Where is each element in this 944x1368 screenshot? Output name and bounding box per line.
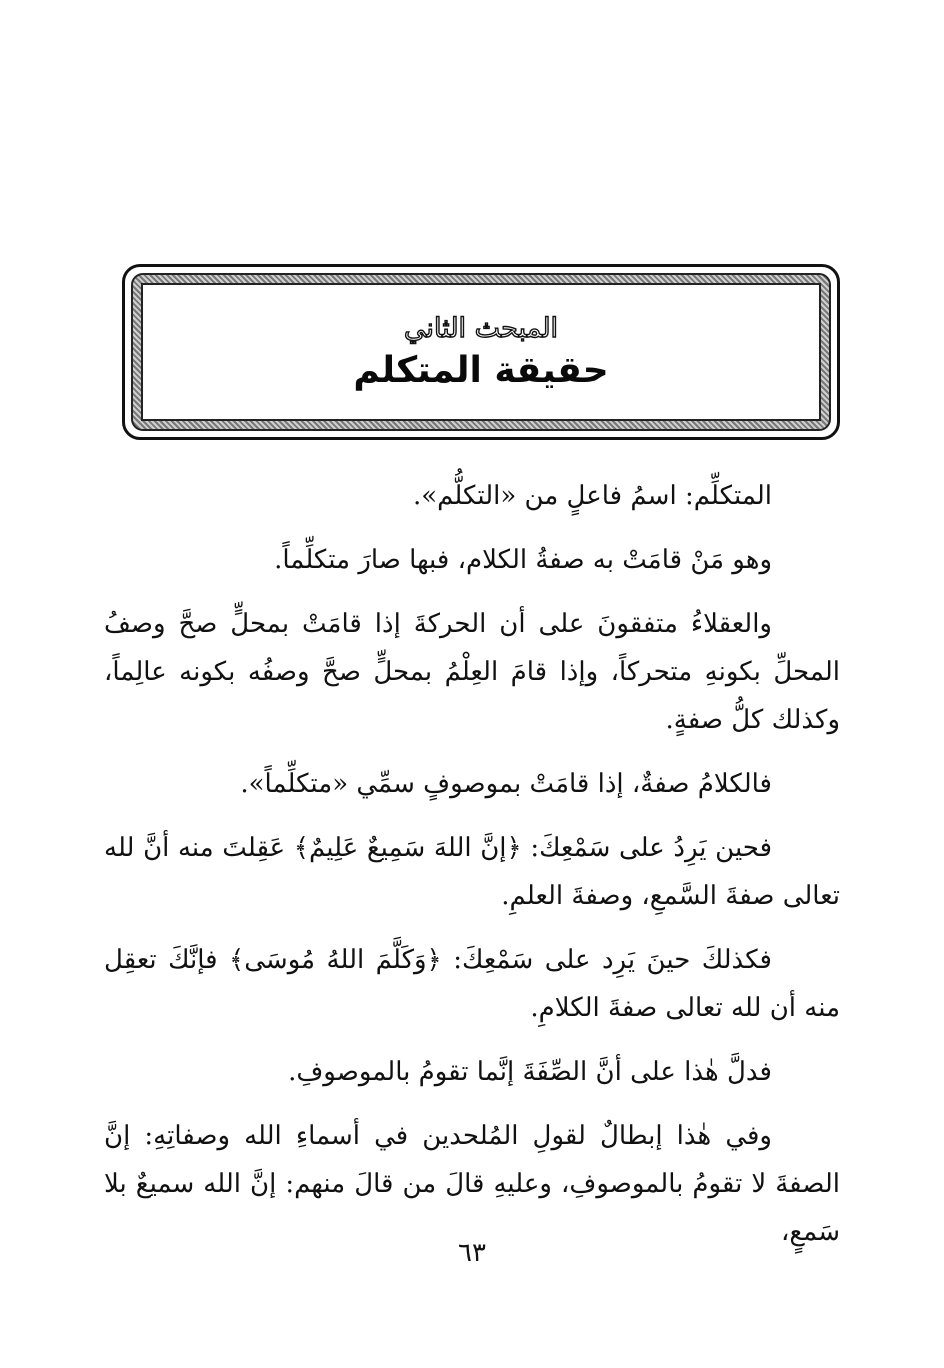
paragraph-1: المتكلِّم: اسمُ فاعلٍ من «التكلُّم». — [412, 481, 772, 511]
paragraph-7: فدلَّ هٰذا على أنَّ الصِّفَةَ إنَّما تقومُ بالموصوفِ. — [288, 1057, 772, 1087]
body-text — [104, 472, 840, 1272]
paragraph-6: فكذلكَ حينَ يَرِد على سَمْعِكَ: ﴿وَكَلَّمَ اللهُ مُوسَى﴾ فإنَّكَ تعقِل منه أن لله تعالى صفةَ الكلامِ. — [104, 945, 840, 1023]
chapter-heading-frame — [122, 264, 840, 440]
paragraph-3: والعقلاءُ متفقونَ على أن الحركةَ إذا قامَتْ بمحلٍّ صحَّ وصفُ المحلِّ بكونهِ متحركاً، وإذا قامَ العِلْمُ بمحلٍّ صحَّ وصفُه بكونه عالِماً، وكذلك كلُّ صفةٍ. — [104, 609, 840, 735]
paragraph-2: وهو مَنْ قامَتْ به صفةُ الكلام، فبها صارَ متكلِّماً. — [274, 545, 772, 575]
paragraph-5: فحين يَرِدُ على سَمْعِكَ: ﴿إنَّ اللهَ سَمِيعٌ عَلِيمٌ﴾ عَقِلتَ منه أنَّ لله تعالى صفةَ السَّمعِ، وصفةَ العلمِ. — [104, 833, 840, 911]
heading-panel — [141, 283, 821, 421]
page-number: ٦٣ — [458, 1238, 486, 1268]
section-label: المبحث الثاني — [403, 313, 559, 344]
paragraph-8: وفي هٰذا إبطالٌ لقولِ المُلحدين في أسماءِ الله وصفاتِهِ: إنَّ الصفةَ لا تقومُ بالموصوفِ، وعليهِ قالَ من قالَ منهم: إنَّ الله سميعٌ بلا سَمعٍ، — [104, 1121, 840, 1247]
paragraph-4: فالكلامُ صفةٌ، إذا قامَتْ بموصوفٍ سمِّي «متكلِّماً». — [240, 769, 772, 799]
section-title: حقيقة المتكلم — [353, 350, 609, 391]
ornamental-border — [131, 273, 831, 431]
